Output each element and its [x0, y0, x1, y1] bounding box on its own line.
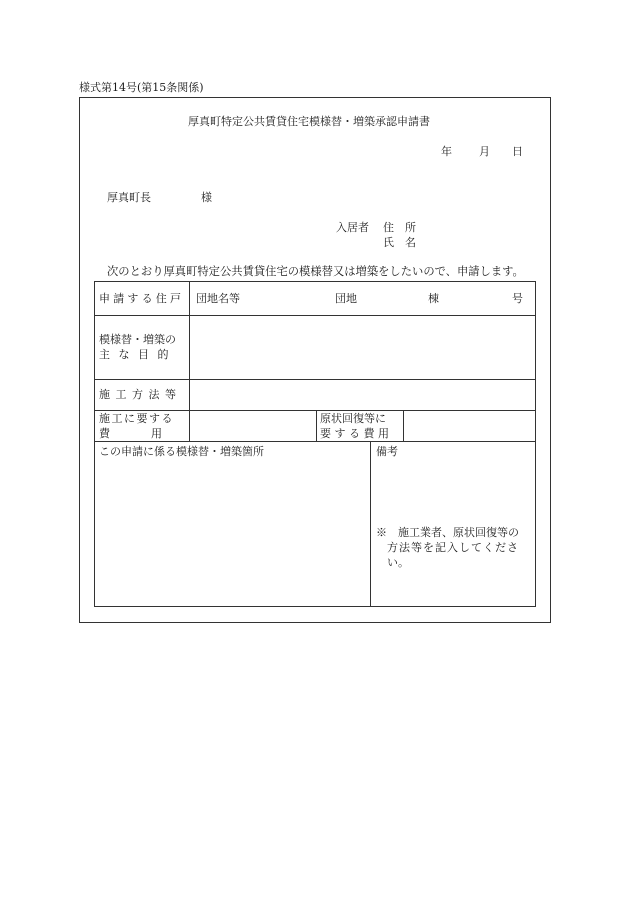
row-divider-2 — [94, 379, 536, 380]
date-month: 月 — [479, 145, 490, 158]
purpose-label-1: 模様替・増築の — [99, 333, 176, 346]
name-label: 氏 名 — [383, 236, 416, 249]
date-day: 日 — [512, 145, 523, 158]
address-label: 住 所 — [383, 221, 416, 234]
purpose-label-2: 主 な 目 的 — [99, 348, 171, 361]
table-right-border — [535, 281, 536, 607]
table-top-border — [94, 281, 536, 282]
row-divider-3 — [94, 410, 536, 411]
residence-label-text: 申請する住戸 — [99, 292, 185, 305]
residence-label — [99, 293, 184, 304]
building-label: 棟 — [428, 292, 439, 305]
method-label: 施 工 方 法 等 — [99, 388, 177, 401]
applicant-role-label: 入居者 — [336, 221, 369, 234]
remarks-label: 備考 — [376, 445, 398, 458]
mayor-label: 厚真町長 — [107, 191, 151, 204]
complex-label: 団地 — [335, 292, 357, 305]
form-number: 様式第14号(第15条関係) — [79, 81, 204, 94]
table-left-border — [94, 281, 95, 607]
note-line-1: ※ 施工業者、原状回復等の — [376, 526, 519, 539]
remarks-divider — [370, 441, 371, 607]
construction-cost-label-1: 施工に要する — [99, 412, 174, 425]
number-label: 号 — [512, 292, 523, 305]
note-line-3: い。 — [387, 556, 409, 569]
restoration-cost-label-2: 要 す る 費 用 — [320, 427, 389, 440]
honorific-label: 様 — [201, 191, 212, 204]
row-divider-1 — [94, 315, 536, 316]
cost-divider-2 — [403, 410, 404, 442]
label-column-divider — [189, 281, 190, 442]
note-line-2: 方法等を記入してくださ — [387, 541, 519, 554]
form-title: 厚真町特定公共賃貸住宅模様替・増築承認申請書 — [188, 115, 430, 128]
intro-text: 次のとおり厚真町特定公共賃貸住宅の模様替又は増築をしたいので、申請します。 — [107, 265, 524, 278]
table-bottom-border — [94, 606, 536, 607]
construction-cost-label-2: 費 用 — [99, 427, 164, 440]
date-year: 年 — [441, 145, 452, 158]
restoration-cost-label-1: 原状回復等に — [320, 412, 386, 425]
complex-name-label: 団地名等 — [196, 292, 240, 305]
row-divider-4 — [94, 441, 536, 442]
cost-divider-1 — [316, 410, 317, 442]
location-label: この申請に係る模様替・増築箇所 — [99, 445, 264, 458]
